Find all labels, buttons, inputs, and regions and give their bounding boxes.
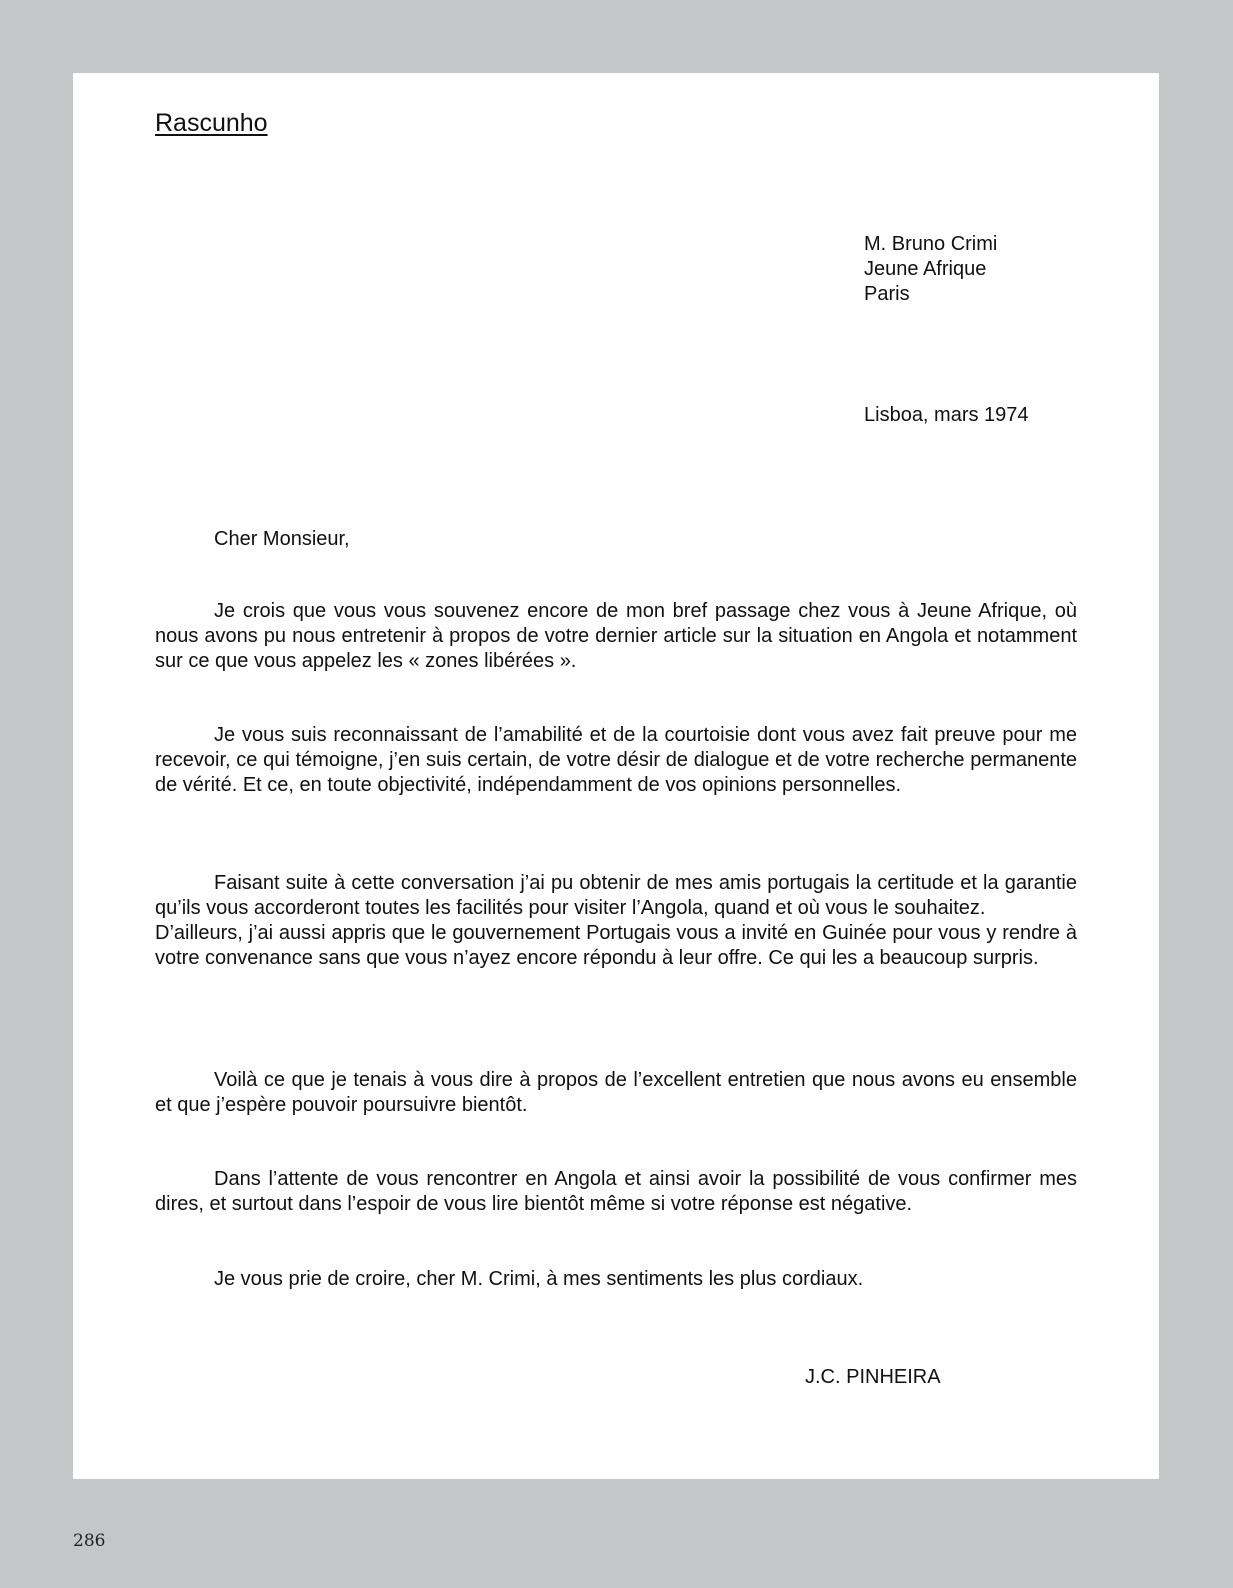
body-paragraph-1-block [155,599,1077,674]
recipient-city: Paris [864,283,910,305]
recipient-name: M. Bruno Crimi [864,233,998,255]
recipient-organization: Jeune Afrique [864,258,987,280]
body-paragraph: Faisant suite à cette conversation j’ai pu obtenir de mes amis portugais la certitude et la garantie qu’ils vous accorderont toutes les facilités pour visiter l’Angola, quand et où vous le souhaitez. [155,872,1077,919]
body-paragraph-6-block [155,1167,1077,1217]
letter-date: Lisboa, mars 1974 [864,404,1029,426]
body-paragraph: Voilà ce que je tenais à vous dire à propos de l’excellent entretien que nous avons eu ensemble et que j’espère pouvoir poursuivre bientôt. [155,1069,1077,1116]
body-paragraph-2-block [155,723,1077,798]
body-paragraph-5-block [155,1068,1077,1118]
letter-sheet [73,73,1159,1479]
closing-line: Je vous prie de croire, cher M. Crimi, à mes sentiments les plus cordiaux. [214,1268,864,1290]
body-paragraph: Je crois que vous vous souvenez encore de mon bref passage chez vous à Jeune Afrique, où nous avons pu nous entretenir à propos de votre dernier article sur la situation en Angola et notamment sur ce que vous appelez les « zones libérées ». [155,600,1077,672]
salutation: Cher Monsieur, [214,528,350,550]
page-number: 286 [73,1531,106,1551]
signature: J.C. PINHEIRA [805,1366,941,1388]
body-paragraph: Dans l’attente de vous rencontrer en Angola et ainsi avoir la possibilité de vous confirmer mes dires, et surtout dans l’espoir de vous lire bientôt même si votre réponse est négative. [155,1168,1077,1215]
body-paragraph: D’ailleurs, j’ai aussi appris que le gouvernement Portugais vous a invité en Guinée pour vous y rendre à votre convenance sans que vous n’ayez encore répondu à leur offre. Ce qui les a beaucoup surpris. [155,922,1077,969]
recipient-address [864,232,997,307]
body-paragraph-3-block [155,871,1077,971]
body-paragraph: Je vous suis reconnaissant de l’amabilité et de la courtoisie dont vous avez fait preuve pour me recevoir, ce qui témoigne, j’en suis certain, de votre désir de dialogue et de votre recherche permanente de vérité. Et ce, en toute objectivité, indépendamment de vos opinions personnelles. [155,724,1077,796]
draft-label: Rascunho [155,109,268,137]
